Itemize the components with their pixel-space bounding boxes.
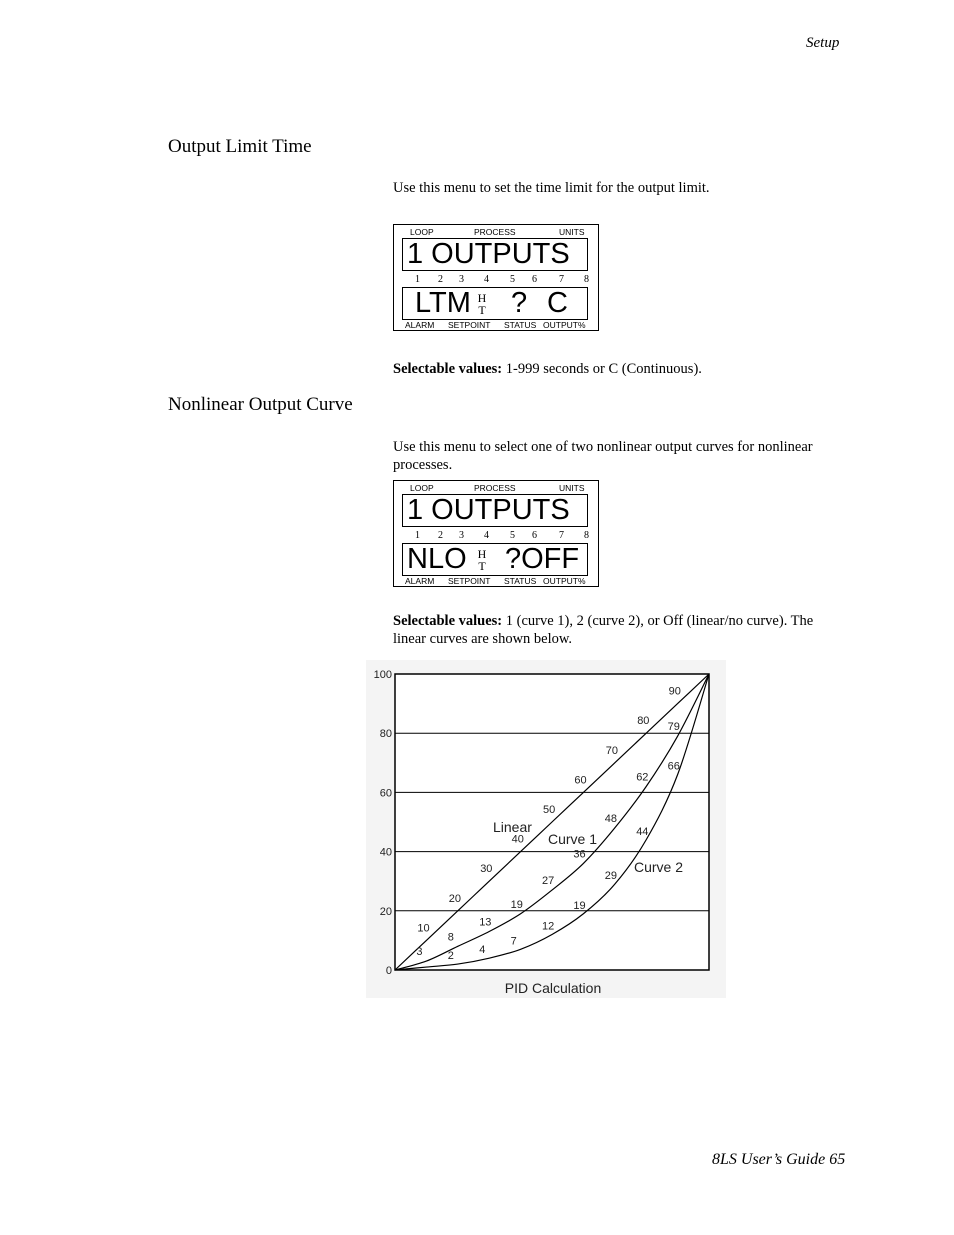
ht-bottom: T — [478, 303, 486, 317]
lcd-display-output-limit — [393, 224, 599, 331]
data-label: 44 — [636, 825, 649, 838]
data-label: 12 — [542, 920, 555, 933]
lcd-label-units: UNITS — [559, 227, 585, 237]
y-tick-label: 80 — [379, 728, 392, 741]
lcd-label-alarm: ALARM — [405, 320, 435, 330]
data-label: 79 — [667, 721, 680, 734]
page-footer: 8LS User’s Guide 65 — [712, 1151, 846, 1168]
y-tick-label: 100 — [373, 669, 392, 681]
data-label: 30 — [480, 863, 493, 876]
y-tick-label: 60 — [379, 787, 392, 800]
lcd-label-setpoint: SETPOINT — [448, 576, 491, 586]
selectable-text: 1 (curve 1), 2 (curve 2), or Off (linear/no curve). The linear curves are shown below. — [393, 613, 814, 647]
data-label: 48 — [604, 812, 618, 825]
lcd-label-status: STATUS — [504, 320, 537, 330]
lcd-label-units: UNITS — [559, 483, 585, 493]
data-label: 19 — [573, 899, 586, 912]
selectable-text: 1-999 seconds or C (Continuous). — [502, 361, 702, 377]
lcd-ht-indicator — [476, 548, 488, 572]
y-tick-label: 40 — [379, 846, 392, 859]
lcd-number: 5 — [510, 530, 515, 541]
x-axis-label: PID Calculation — [504, 980, 602, 996]
selectable-label: Selectable values: — [393, 361, 503, 377]
lcd-label-process: PROCESS — [474, 227, 516, 237]
data-label: 20 — [448, 892, 462, 905]
data-label: 27 — [542, 875, 555, 888]
section-title-nonlinear-output-curve: Nonlinear Output Curve — [168, 394, 353, 415]
lcd-number: 4 — [484, 274, 489, 285]
lcd-number: 5 — [510, 274, 515, 285]
lcd-label-process: PROCESS — [474, 483, 516, 493]
lcd-label-alarm: ALARM — [405, 576, 435, 586]
lcd-number: 4 — [484, 530, 489, 541]
series-name-label: Curve 2 — [634, 859, 684, 875]
data-label: 2 — [447, 950, 454, 963]
lcd-line2-value: ?OFF — [505, 543, 580, 575]
ht-top: H — [477, 291, 487, 305]
section1-selectable-values — [393, 360, 845, 378]
data-label: 29 — [604, 870, 618, 883]
nonlinear-curves-chart — [366, 660, 726, 998]
data-label: 50 — [543, 804, 556, 816]
lcd-number: 6 — [532, 274, 537, 285]
data-label: 7 — [510, 935, 517, 948]
data-label: 70 — [605, 744, 619, 757]
data-label: 80 — [637, 715, 650, 728]
lcd-number: 1 — [415, 530, 420, 541]
data-label: 8 — [447, 931, 454, 944]
data-label: 66 — [667, 760, 680, 773]
series-name-label: Linear — [493, 819, 532, 835]
section1-intro: Use this menu to set the time limit for the output limit. — [393, 180, 710, 196]
section2-intro: Use this menu to select one of two nonlinear output curves for nonlinear processes. — [393, 439, 813, 473]
ht-top: H — [477, 547, 487, 561]
data-label: 40 — [511, 833, 524, 846]
lcd-line2 — [402, 543, 588, 576]
lcd-number: 2 — [438, 530, 443, 541]
data-label: 19 — [510, 898, 523, 911]
data-label: 13 — [479, 916, 492, 929]
lcd-number: 1 — [415, 274, 420, 285]
lcd-line2-param: NLO — [407, 543, 467, 575]
lcd-line1 — [402, 494, 588, 527]
y-tick-label: 20 — [379, 905, 392, 918]
lcd-label-status: STATUS — [504, 576, 537, 586]
data-label: 36 — [573, 848, 586, 861]
data-label: 10 — [417, 922, 430, 935]
lcd-line2-value: C — [547, 287, 568, 319]
lcd-number: 2 — [438, 274, 443, 285]
section2-selectable-values — [393, 612, 849, 648]
lcd-line2 — [402, 287, 588, 320]
data-label: 62 — [636, 771, 649, 784]
selectable-label: Selectable values: — [393, 613, 503, 629]
lcd-display-nonlinear — [393, 480, 599, 587]
lcd-line1-text: 1 OUTPUTS — [407, 494, 570, 526]
lcd-line2-param: LTM — [415, 287, 471, 319]
lcd-label-setpoint: SETPOINT — [448, 320, 491, 330]
data-label: 90 — [668, 685, 681, 698]
section-title-output-limit-time: Output Limit Time — [168, 136, 312, 157]
lcd-number: 6 — [532, 530, 537, 541]
lcd-ht-indicator — [476, 292, 488, 316]
lcd-line1-text: 1 OUTPUTS — [407, 238, 570, 270]
lcd-number: 3 — [459, 274, 464, 285]
lcd-label-output: OUTPUT% — [543, 320, 586, 330]
lcd-label-loop: LOOP — [410, 227, 434, 237]
ht-bottom: T — [478, 559, 486, 573]
lcd-line1 — [402, 238, 588, 271]
lcd-label-loop: LOOP — [410, 483, 434, 493]
lcd-number: 7 — [559, 530, 564, 541]
data-label: 60 — [574, 774, 587, 787]
lcd-label-output: OUTPUT% — [543, 576, 586, 586]
lcd-number: 8 — [584, 274, 589, 285]
series-name-label: Curve 1 — [548, 831, 598, 847]
data-label: 3 — [416, 946, 423, 959]
lcd-number: 7 — [559, 274, 564, 285]
lcd-number: 3 — [459, 530, 464, 541]
lcd-number: 8 — [584, 530, 589, 541]
lcd-line2-prompt: ? — [511, 287, 528, 319]
data-label: 4 — [479, 944, 486, 957]
y-tick-label: 0 — [385, 965, 392, 977]
running-header: Setup — [806, 35, 840, 51]
